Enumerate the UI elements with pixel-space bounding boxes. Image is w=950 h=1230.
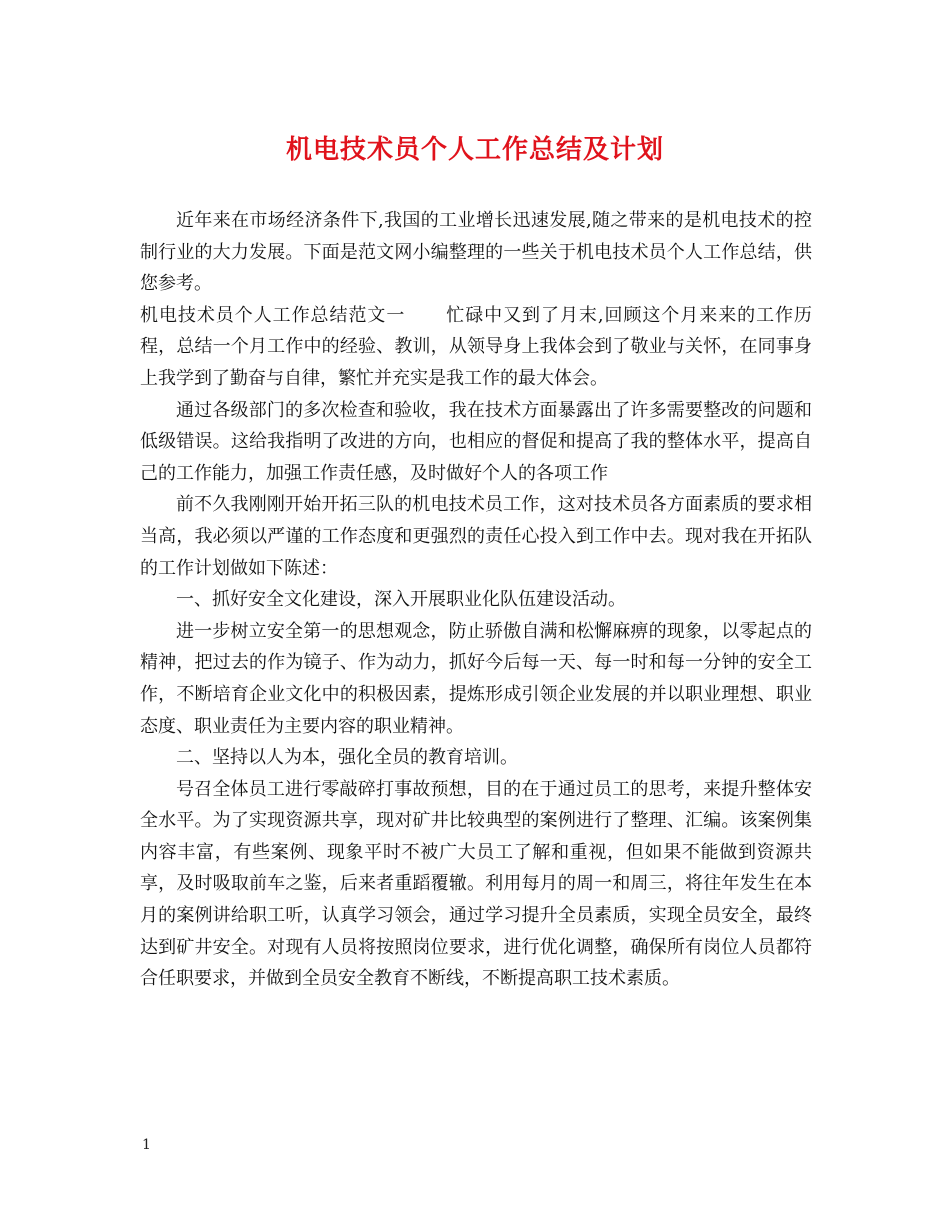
paragraph-2: 前不久我刚刚开始开拓三队的机电技术员工作，这对技术员各方面素质的要求相当高，我必须以严谨的工作态度和更强烈的责任心投入到工作中去。现对我在开拓队的工作计划做如下陈述： <box>140 494 812 579</box>
heading-item-1: 一、抓好安全文化建设，深入开展职业化队伍建设活动。 <box>176 589 626 611</box>
section-paragraph <box>140 300 812 395</box>
section-label: 机电技术员个人工作总结范文一 <box>140 304 406 326</box>
page-number: 1 <box>142 1137 151 1153</box>
paragraph-4: 号召全体员工进行零敲碎打事故预想，目的在于通过员工的思考，来提升整体安全水平。为了实现资源共享，现对矿井比较典型的案例进行了整理、汇编。该案例集内容丰富，有些案例、现象平时不被广大员工了解和重视，但如果不能做到资源共享，及时吸取前车之鉴，后来者重蹈覆辙。利用每月的周一和周三，将往年发生在本月的案例讲给职工听，认真学习领会，通过学习提升全员素质，实现全员安全，最终达到矿井安全。对现有人员将按照岗位要求，进行优化调整，确保所有岗位人员都符合任职要求，并做到全员安全教育不断线，不断提高职工技术素质。 <box>140 778 812 990</box>
document-body <box>140 205 812 995</box>
paragraph-3: 进一步树立安全第一的思想观念，防止骄傲自满和松懈麻痹的现象，以零起点的精神，把过去的作为镜子、作为动力，抓好今后每一天、每一时和每一分钟的安全工作，不断培育企业文化中的积极因素，提炼形成引领企业发展的并以职业理想、职业态度、职业责任为主要内容的职业精神。 <box>140 620 812 737</box>
paragraph-1: 通过各级部门的多次检查和验收，我在技术方面暴露出了许多需要整改的问题和低级错误。这给我指明了改进的方向，也相应的督促和提高了我的整体水平，提高自己的工作能力，加强工作责任感，及时做好个人的各项工作 <box>140 399 812 484</box>
document-title: 机电技术员个人工作总结及计划 <box>285 135 664 165</box>
section-first-text: 忙碌中又到了月末,回顾这个月来来的工作历程，总结一个月工作中的经验、教训，从领导身上我体会到了敬业与关怀，在同事身上我学到了勤奋与自律，繁忙并充实是我工作的最大体会。 <box>140 304 812 389</box>
intro-paragraph: 近年来在市场经济条件下,我国的工业增长迅速发展,随之带来的是机电技术的控制行业的大力发展。下面是范文网小编整理的一些关于机电技术员个人工作总结，供您参考。 <box>140 210 812 295</box>
heading-item-2: 二、坚持以人为本，强化全员的教育培训。 <box>176 747 518 769</box>
